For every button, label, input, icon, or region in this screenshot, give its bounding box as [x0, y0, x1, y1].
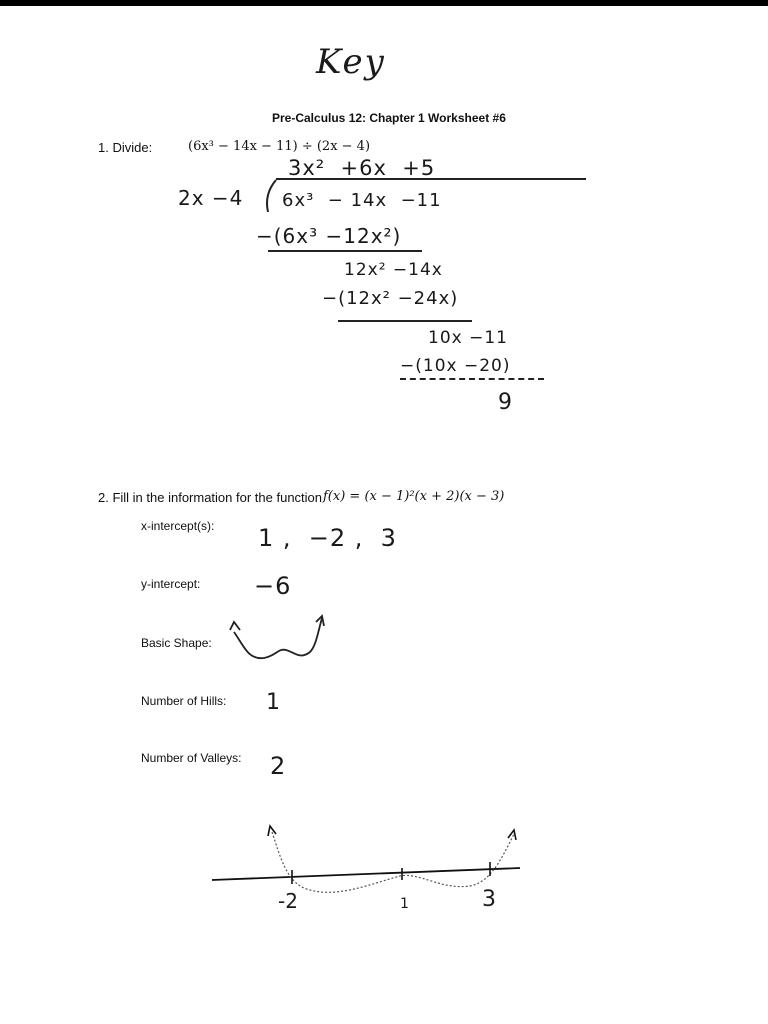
basic-shape-label: Basic Shape:: [141, 636, 212, 650]
graph-x-axis: [212, 868, 520, 880]
hills-answer: 1: [266, 690, 281, 715]
final-remainder: 9: [498, 390, 513, 415]
y-intercept-answer: −6: [254, 572, 292, 600]
x-intercepts-answer: 1 , −2 , 3: [258, 524, 397, 552]
quotient: 3x² +6x +5: [288, 156, 436, 180]
q2-label: 2. Fill in the information for the function: [98, 490, 323, 505]
step3-subtraction: −(10x −20): [400, 356, 511, 376]
graph-left-arrow: [268, 826, 276, 836]
valleys-label: Number of Valleys:: [141, 751, 242, 765]
graph-label-neg2: -2: [278, 889, 298, 913]
worksheet-title: Pre-Calculus 12: Chapter 1 Worksheet #6: [272, 111, 506, 125]
step2-remainder: 12x² −14x: [344, 260, 443, 280]
valleys-answer: 2: [270, 752, 287, 780]
graph-label-1: 1: [400, 896, 409, 912]
dividend: 6x³ − 14x −11: [282, 190, 442, 211]
q1-label: 1. Divide:: [98, 140, 153, 155]
y-intercept-label: y-intercept:: [141, 577, 201, 591]
q2-function: f(x) = (x − 1)²(x + 2)(x − 3): [323, 489, 505, 504]
x-intercepts-label: x-intercept(s):: [141, 519, 215, 533]
graph-label-3: 3: [482, 887, 496, 912]
q1-problem: (6x³ − 14x − 11) ÷ (2x − 4): [188, 139, 371, 154]
step2-subtraction: −(12x² −24x): [322, 288, 459, 309]
key-label: Key: [316, 42, 386, 82]
step1-subtraction: −(6x³ −12x²): [256, 224, 402, 248]
step3-remainder: 10x −11: [428, 328, 508, 348]
hills-label: Number of Hills:: [141, 694, 227, 708]
graph-curve: [272, 832, 514, 892]
divisor: 2x −4: [178, 186, 244, 210]
